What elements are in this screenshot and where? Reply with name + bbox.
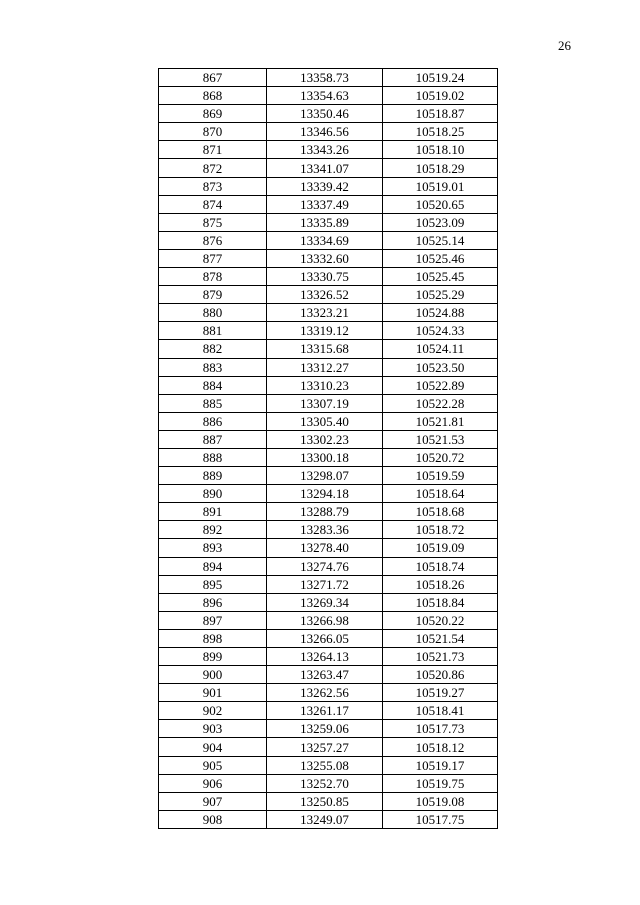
table-row [159, 611, 498, 629]
point-id-cell: 902 [159, 702, 267, 720]
x-coordinate-cell: 13337.49 [267, 195, 383, 213]
table-row [159, 231, 498, 249]
table-row [159, 629, 498, 647]
point-id-cell: 888 [159, 448, 267, 466]
x-coordinate-cell: 13261.17 [267, 702, 383, 720]
table-row [159, 195, 498, 213]
y-coordinate-cell: 10517.73 [383, 720, 498, 738]
table-row [159, 467, 498, 485]
x-coordinate-cell: 13310.23 [267, 376, 383, 394]
x-coordinate-cell: 13343.26 [267, 141, 383, 159]
point-id-cell: 887 [159, 430, 267, 448]
y-coordinate-cell: 10523.50 [383, 358, 498, 376]
table-body [159, 69, 498, 829]
y-coordinate-cell: 10520.22 [383, 611, 498, 629]
y-coordinate-cell: 10525.14 [383, 231, 498, 249]
point-id-cell: 890 [159, 485, 267, 503]
x-coordinate-cell: 13266.98 [267, 611, 383, 629]
table-row [159, 738, 498, 756]
x-coordinate-cell: 13263.47 [267, 666, 383, 684]
y-coordinate-cell: 10525.29 [383, 286, 498, 304]
x-coordinate-cell: 13307.19 [267, 394, 383, 412]
x-coordinate-cell: 13252.70 [267, 774, 383, 792]
table-row [159, 412, 498, 430]
table-row [159, 123, 498, 141]
point-id-cell: 898 [159, 629, 267, 647]
point-id-cell: 907 [159, 792, 267, 810]
table-row [159, 141, 498, 159]
y-coordinate-cell: 10525.46 [383, 249, 498, 267]
y-coordinate-cell: 10519.75 [383, 774, 498, 792]
point-id-cell: 868 [159, 87, 267, 105]
y-coordinate-cell: 10519.02 [383, 87, 498, 105]
point-id-cell: 893 [159, 539, 267, 557]
y-coordinate-cell: 10518.87 [383, 105, 498, 123]
x-coordinate-cell: 13350.46 [267, 105, 383, 123]
table-row [159, 87, 498, 105]
point-id-cell: 905 [159, 756, 267, 774]
table-row [159, 666, 498, 684]
table-row [159, 105, 498, 123]
point-id-cell: 871 [159, 141, 267, 159]
x-coordinate-cell: 13358.73 [267, 69, 383, 87]
table-row [159, 557, 498, 575]
x-coordinate-cell: 13305.40 [267, 412, 383, 430]
x-coordinate-cell: 13274.76 [267, 557, 383, 575]
table-row [159, 304, 498, 322]
x-coordinate-cell: 13334.69 [267, 231, 383, 249]
point-id-cell: 885 [159, 394, 267, 412]
y-coordinate-cell: 10522.28 [383, 394, 498, 412]
table-row [159, 575, 498, 593]
point-id-cell: 884 [159, 376, 267, 394]
x-coordinate-cell: 13249.07 [267, 810, 383, 828]
table-row [159, 268, 498, 286]
y-coordinate-cell: 10518.74 [383, 557, 498, 575]
x-coordinate-cell: 13264.13 [267, 648, 383, 666]
x-coordinate-cell: 13262.56 [267, 684, 383, 702]
table-row [159, 593, 498, 611]
x-coordinate-cell: 13330.75 [267, 268, 383, 286]
x-coordinate-cell: 13323.21 [267, 304, 383, 322]
x-coordinate-cell: 13266.05 [267, 629, 383, 647]
y-coordinate-cell: 10521.53 [383, 430, 498, 448]
table-row [159, 376, 498, 394]
x-coordinate-cell: 13288.79 [267, 503, 383, 521]
table-row [159, 503, 498, 521]
y-coordinate-cell: 10517.75 [383, 810, 498, 828]
table-row [159, 792, 498, 810]
y-coordinate-cell: 10518.72 [383, 521, 498, 539]
table-row [159, 286, 498, 304]
point-id-cell: 867 [159, 69, 267, 87]
point-id-cell: 883 [159, 358, 267, 376]
x-coordinate-cell: 13294.18 [267, 485, 383, 503]
table-row [159, 702, 498, 720]
y-coordinate-cell: 10520.65 [383, 195, 498, 213]
point-id-cell: 901 [159, 684, 267, 702]
y-coordinate-cell: 10520.72 [383, 448, 498, 466]
point-id-cell: 877 [159, 249, 267, 267]
x-coordinate-cell: 13341.07 [267, 159, 383, 177]
x-coordinate-cell: 13312.27 [267, 358, 383, 376]
x-coordinate-cell: 13283.36 [267, 521, 383, 539]
point-id-cell: 881 [159, 322, 267, 340]
x-coordinate-cell: 13259.06 [267, 720, 383, 738]
point-id-cell: 875 [159, 213, 267, 231]
point-id-cell: 878 [159, 268, 267, 286]
y-coordinate-cell: 10518.25 [383, 123, 498, 141]
x-coordinate-cell: 13257.27 [267, 738, 383, 756]
table-row [159, 539, 498, 557]
table-row [159, 69, 498, 87]
table-row [159, 521, 498, 539]
point-id-cell: 886 [159, 412, 267, 430]
y-coordinate-cell: 10521.73 [383, 648, 498, 666]
point-id-cell: 891 [159, 503, 267, 521]
x-coordinate-cell: 13326.52 [267, 286, 383, 304]
point-id-cell: 880 [159, 304, 267, 322]
table-row [159, 322, 498, 340]
table-row [159, 485, 498, 503]
x-coordinate-cell: 13255.08 [267, 756, 383, 774]
point-id-cell: 904 [159, 738, 267, 756]
y-coordinate-cell: 10519.59 [383, 467, 498, 485]
y-coordinate-cell: 10519.01 [383, 177, 498, 195]
x-coordinate-cell: 13269.34 [267, 593, 383, 611]
point-id-cell: 889 [159, 467, 267, 485]
y-coordinate-cell: 10519.17 [383, 756, 498, 774]
table-row [159, 430, 498, 448]
y-coordinate-cell: 10525.45 [383, 268, 498, 286]
point-id-cell: 873 [159, 177, 267, 195]
x-coordinate-cell: 13346.56 [267, 123, 383, 141]
y-coordinate-cell: 10524.11 [383, 340, 498, 358]
y-coordinate-cell: 10519.27 [383, 684, 498, 702]
x-coordinate-cell: 13300.18 [267, 448, 383, 466]
point-id-cell: 869 [159, 105, 267, 123]
table-row [159, 213, 498, 231]
point-id-cell: 895 [159, 575, 267, 593]
y-coordinate-cell: 10518.26 [383, 575, 498, 593]
x-coordinate-cell: 13354.63 [267, 87, 383, 105]
table-row [159, 177, 498, 195]
y-coordinate-cell: 10518.29 [383, 159, 498, 177]
y-coordinate-cell: 10519.24 [383, 69, 498, 87]
point-id-cell: 899 [159, 648, 267, 666]
y-coordinate-cell: 10524.33 [383, 322, 498, 340]
x-coordinate-cell: 13335.89 [267, 213, 383, 231]
x-coordinate-cell: 13319.12 [267, 322, 383, 340]
y-coordinate-cell: 10523.09 [383, 213, 498, 231]
x-coordinate-cell: 13332.60 [267, 249, 383, 267]
x-coordinate-cell: 13315.68 [267, 340, 383, 358]
point-id-cell: 900 [159, 666, 267, 684]
x-coordinate-cell: 13298.07 [267, 467, 383, 485]
y-coordinate-cell: 10518.64 [383, 485, 498, 503]
point-id-cell: 882 [159, 340, 267, 358]
y-coordinate-cell: 10520.86 [383, 666, 498, 684]
y-coordinate-cell: 10518.10 [383, 141, 498, 159]
table-row [159, 684, 498, 702]
point-id-cell: 896 [159, 593, 267, 611]
y-coordinate-cell: 10521.54 [383, 629, 498, 647]
table-row [159, 810, 498, 828]
x-coordinate-cell: 13302.23 [267, 430, 383, 448]
x-coordinate-cell: 13250.85 [267, 792, 383, 810]
point-id-cell: 906 [159, 774, 267, 792]
y-coordinate-cell: 10521.81 [383, 412, 498, 430]
y-coordinate-cell: 10518.68 [383, 503, 498, 521]
point-id-cell: 897 [159, 611, 267, 629]
point-id-cell: 870 [159, 123, 267, 141]
y-coordinate-cell: 10518.41 [383, 702, 498, 720]
table-row [159, 774, 498, 792]
coordinates-table [158, 68, 498, 829]
page-number: 26 [558, 38, 571, 53]
point-id-cell: 894 [159, 557, 267, 575]
point-id-cell: 876 [159, 231, 267, 249]
y-coordinate-cell: 10518.12 [383, 738, 498, 756]
point-id-cell: 874 [159, 195, 267, 213]
y-coordinate-cell: 10519.08 [383, 792, 498, 810]
table-row [159, 720, 498, 738]
table-row [159, 394, 498, 412]
point-id-cell: 892 [159, 521, 267, 539]
table-row [159, 448, 498, 466]
table-row [159, 249, 498, 267]
table-row [159, 648, 498, 666]
table-row [159, 340, 498, 358]
table-row [159, 159, 498, 177]
table-row [159, 358, 498, 376]
y-coordinate-cell: 10519.09 [383, 539, 498, 557]
point-id-cell: 908 [159, 810, 267, 828]
point-id-cell: 872 [159, 159, 267, 177]
table-row [159, 756, 498, 774]
y-coordinate-cell: 10518.84 [383, 593, 498, 611]
point-id-cell: 903 [159, 720, 267, 738]
y-coordinate-cell: 10522.89 [383, 376, 498, 394]
point-id-cell: 879 [159, 286, 267, 304]
x-coordinate-cell: 13278.40 [267, 539, 383, 557]
y-coordinate-cell: 10524.88 [383, 304, 498, 322]
x-coordinate-cell: 13271.72 [267, 575, 383, 593]
x-coordinate-cell: 13339.42 [267, 177, 383, 195]
